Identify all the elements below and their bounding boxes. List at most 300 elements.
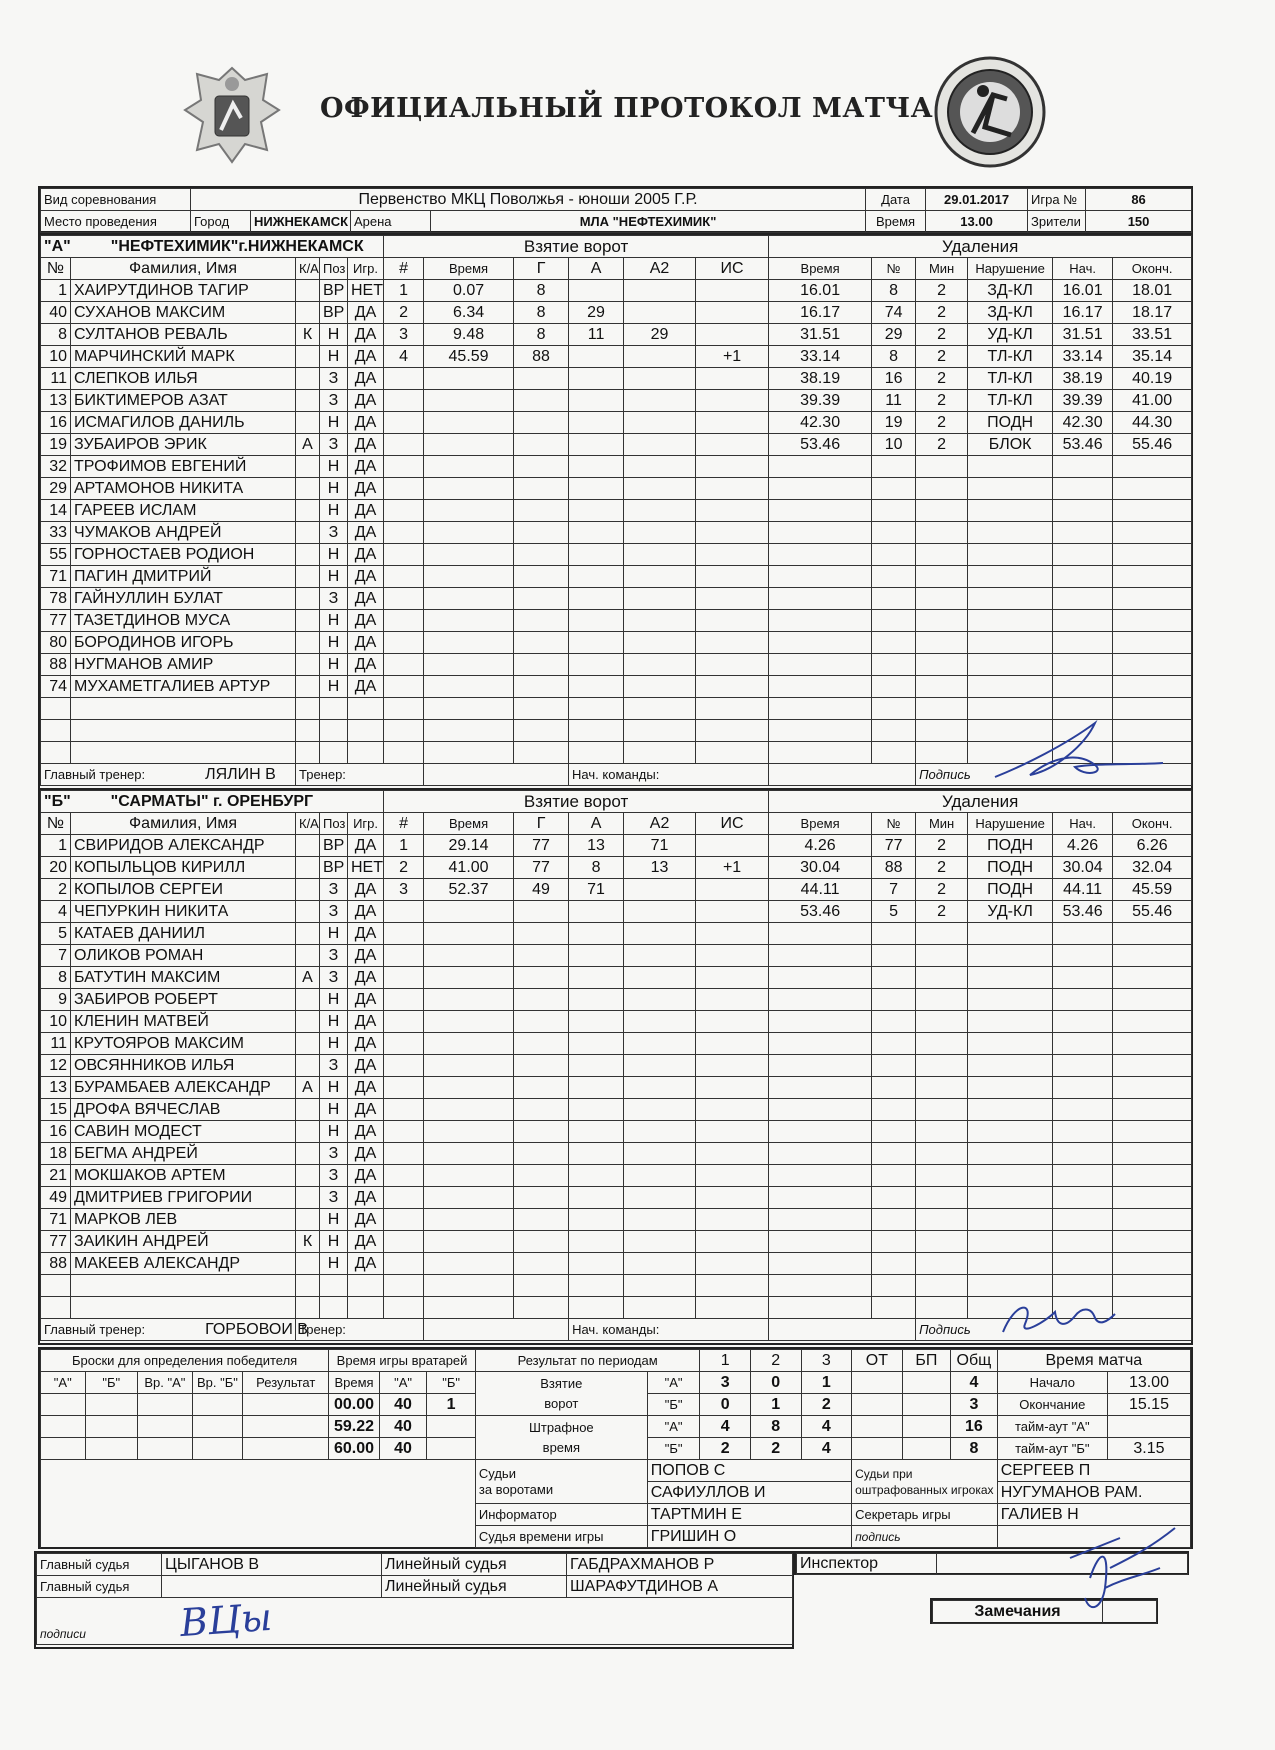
penalty-end (1113, 1297, 1192, 1319)
player-position: Н (320, 1011, 348, 1033)
player-played: ДА (348, 945, 384, 967)
player-name (71, 280, 296, 302)
goal-time (424, 967, 514, 989)
penalty-minutes (916, 632, 968, 654)
penalty-end (1113, 945, 1192, 967)
goal-assist2 (624, 412, 696, 434)
goalie-row-1-time: 00.00 (329, 1394, 380, 1416)
goal-time (424, 1099, 514, 1121)
competition-value: Первенство МКЦ Поволжья - юноши 2005 Г.Р. (191, 189, 866, 211)
player-name (71, 478, 296, 500)
player-played: ДА (348, 1165, 384, 1187)
team-chief-label: Нач. команды: (569, 1319, 769, 1341)
player-row (41, 566, 1192, 588)
player-row (41, 676, 1192, 698)
penalty-violation: ТЛ-КЛ (968, 346, 1053, 368)
player-position: З (320, 1165, 348, 1187)
player-row (41, 1033, 1192, 1055)
goal-scorer (514, 967, 569, 989)
penalty-time (769, 1231, 872, 1253)
penalty-start: 53.46 (1053, 434, 1113, 456)
goal-assist (569, 1165, 624, 1187)
player-position (320, 720, 348, 742)
shootout-time-a-header: Вр. "А" (138, 1372, 193, 1394)
col-ka: К/А (296, 258, 320, 280)
penalty-end (1113, 632, 1192, 654)
penalty-player (872, 1275, 916, 1297)
team-b-coach-signature (995, 1292, 1120, 1340)
col-pos: Поз (320, 258, 348, 280)
pen-team-b-label: "Б" (647, 1438, 700, 1460)
penalty-player (872, 632, 916, 654)
penalty-minutes: 2 (916, 901, 968, 923)
player-name-text: ХАИРУТДИНОВ ТАГИР (74, 281, 249, 299)
penalty-minutes (916, 1187, 968, 1209)
goal-assist (569, 989, 624, 1011)
player-row (41, 302, 1192, 324)
player-number: 11 (41, 1033, 71, 1055)
penalty-minutes (916, 720, 968, 742)
penalty-end: 55.46 (1113, 434, 1192, 456)
penalty-start: 16.17 (1053, 302, 1113, 324)
player-position (320, 1275, 348, 1297)
player-name (71, 302, 296, 324)
goal-assist (569, 1231, 624, 1253)
penalty-end (1113, 522, 1192, 544)
goal-time (424, 1165, 514, 1187)
goal-assist (569, 1077, 624, 1099)
goal-situation (696, 434, 769, 456)
goal-time (424, 544, 514, 566)
player-number (41, 720, 71, 742)
goal-assist (569, 1033, 624, 1055)
goal-situation (696, 324, 769, 346)
penalty-minutes (916, 588, 968, 610)
penalty-time (769, 654, 872, 676)
penalty-player (872, 1187, 916, 1209)
start-label: Начало (997, 1372, 1107, 1394)
penalty-player (872, 588, 916, 610)
col-goal-assist2: А2 (624, 258, 696, 280)
player-name-text: МАРЧИНСКИЙ МАРК (74, 347, 235, 365)
penalty-time (769, 923, 872, 945)
player-row (41, 632, 1192, 654)
summary-block (38, 1347, 1193, 1549)
penalty-violation (968, 1231, 1053, 1253)
player-position: З (320, 1143, 348, 1165)
player-played: ДА (348, 544, 384, 566)
penalty-minutes (916, 654, 968, 676)
player-name (71, 698, 296, 720)
player-position: Н (320, 1099, 348, 1121)
goal-assist: 8 (569, 857, 624, 879)
goal-judge-2: САФИУЛЛОВ И (647, 1482, 851, 1504)
player-captain-mark (296, 280, 320, 302)
shootout-header: БП (902, 1350, 951, 1372)
player-played: ДА (348, 967, 384, 989)
goal-number (384, 989, 424, 1011)
goal-situation (696, 1209, 769, 1231)
player-position: Н (320, 500, 348, 522)
team-letter: "А" (44, 237, 71, 255)
goal-assist2 (624, 1077, 696, 1099)
penalty-end: 40.19 (1113, 368, 1192, 390)
goal-scorer: 8 (514, 302, 569, 324)
penalty-violation: ТЛ-КЛ (968, 368, 1053, 390)
penalty-minutes (916, 698, 968, 720)
goal-situation (696, 1121, 769, 1143)
penalty-time (769, 566, 872, 588)
col-play: Игр. (348, 258, 384, 280)
head-coach-name: ЛЯЛИН В (205, 765, 276, 783)
player-position: Н (320, 1033, 348, 1055)
goal-time (424, 522, 514, 544)
penalty-minutes (916, 522, 968, 544)
goalie-row-3-a: 40 (379, 1438, 427, 1460)
penalty-end (1113, 1077, 1192, 1099)
col-pen-end: Оконч. (1113, 813, 1192, 835)
main-referee-2 (162, 1576, 382, 1598)
goal-assist2 (624, 901, 696, 923)
goal-number: 4 (384, 346, 424, 368)
player-row (41, 989, 1192, 1011)
goal-scorer (514, 1099, 569, 1121)
col-goal-situation: ИС (696, 813, 769, 835)
penalty-start (1053, 676, 1113, 698)
goal-number (384, 456, 424, 478)
penalty-player (872, 610, 916, 632)
penalty-time (769, 676, 872, 698)
penalty-time (769, 1011, 872, 1033)
player-position: З (320, 967, 348, 989)
player-name-text: ЗАБИРОВ РОБЕРТ (74, 990, 218, 1008)
player-name (71, 588, 296, 610)
goal-situation (696, 1077, 769, 1099)
player-captain-mark (296, 368, 320, 390)
goal-assist (569, 280, 624, 302)
goals-b-ot (852, 1394, 903, 1416)
penalty-time (769, 632, 872, 654)
player-number: 16 (41, 1121, 71, 1143)
goal-time (424, 1077, 514, 1099)
summary-table (40, 1349, 1191, 1548)
player-played: ДА (348, 1253, 384, 1275)
goal-time (424, 923, 514, 945)
goal-number (384, 1187, 424, 1209)
player-played: ДА (348, 1209, 384, 1231)
pen-b-p3: 4 (801, 1438, 852, 1460)
goalie-time-header: Время (329, 1372, 380, 1394)
player-name-text: КОПЫЛЬЦОВ КИРИЛЛ (74, 858, 246, 876)
penalty-end (1113, 544, 1192, 566)
goal-scorer (514, 390, 569, 412)
goals-a-ot (852, 1372, 903, 1394)
penalty-minutes (916, 945, 968, 967)
goal-number (384, 566, 424, 588)
goals-b-p3: 2 (801, 1394, 852, 1416)
goal-assist (569, 390, 624, 412)
goal-number: 1 (384, 835, 424, 857)
goal-time (424, 566, 514, 588)
player-row (41, 456, 1192, 478)
player-name (71, 720, 296, 742)
match-info-table (40, 188, 1192, 233)
player-captain-mark (296, 1099, 320, 1121)
goals-section-title: Взятие ворот (384, 236, 769, 258)
team-header-row (41, 791, 1192, 813)
player-number: 15 (41, 1099, 71, 1121)
col-goal-scorer: Г (514, 813, 569, 835)
col-no: № (41, 258, 71, 280)
player-name (71, 632, 296, 654)
player-row (41, 500, 1192, 522)
goal-scorer (514, 412, 569, 434)
penalty-player (872, 989, 916, 1011)
penalty-end (1113, 654, 1192, 676)
goal-assist2 (624, 544, 696, 566)
player-row (41, 1165, 1192, 1187)
player-captain-mark (296, 857, 320, 879)
penalty-start (1053, 989, 1113, 1011)
goal-time: 9.48 (424, 324, 514, 346)
player-position: Н (320, 923, 348, 945)
player-played: ДА (348, 500, 384, 522)
penalty-end (1113, 1165, 1192, 1187)
penalty-violation (968, 989, 1053, 1011)
penalty-start (1053, 566, 1113, 588)
goal-situation (696, 967, 769, 989)
col-goal-num: # (384, 813, 424, 835)
player-row (41, 280, 1192, 302)
penalty-start: 4.26 (1053, 835, 1113, 857)
secretary-value: ГАЛИЕВ Н (997, 1504, 1190, 1526)
goal-situation (696, 1187, 769, 1209)
penalty-start (1053, 500, 1113, 522)
penalty-minutes (916, 1077, 968, 1099)
goal-assist (569, 412, 624, 434)
goal-assist: 71 (569, 879, 624, 901)
player-name-text: МОКШАКОВ АРТЕМ (74, 1166, 226, 1184)
goal-situation (696, 280, 769, 302)
penalty-player (872, 1165, 916, 1187)
player-name (71, 654, 296, 676)
goal-scorer (514, 368, 569, 390)
goal-situation (696, 390, 769, 412)
player-name (71, 1055, 296, 1077)
player-captain-mark (296, 1033, 320, 1055)
goal-number: 3 (384, 879, 424, 901)
penalty-end (1113, 478, 1192, 500)
penalty-start (1053, 1077, 1113, 1099)
penalty-time (769, 1209, 872, 1231)
col-goal-assist: А (569, 258, 624, 280)
player-played: ДА (348, 588, 384, 610)
penalty-violation: ЗД-КЛ (968, 302, 1053, 324)
goalie-row-3-time: 60.00 (329, 1438, 380, 1460)
penalty-time (769, 1121, 872, 1143)
goal-assist2 (624, 302, 696, 324)
player-name (71, 945, 296, 967)
player-captain-mark (296, 1165, 320, 1187)
goal-assist (569, 923, 624, 945)
penalty-start: 31.51 (1053, 324, 1113, 346)
goal-assist (569, 1275, 624, 1297)
penalty-minutes (916, 1165, 968, 1187)
player-name-text: ДРОФА ВЯЧЕСЛАВ (74, 1100, 221, 1118)
goal-time (424, 676, 514, 698)
main-referee-label-2: Главный судья (37, 1576, 162, 1598)
col-pen-no: № (872, 813, 916, 835)
goal-situation (696, 1231, 769, 1253)
goal-situation (696, 1055, 769, 1077)
player-captain-mark (296, 588, 320, 610)
goal-assist (569, 945, 624, 967)
goal-scorer (514, 1253, 569, 1275)
goal-assist2: 29 (624, 324, 696, 346)
goal-situation (696, 500, 769, 522)
goal-assist2 (624, 456, 696, 478)
goalie-b-header: "Б" (427, 1372, 476, 1394)
game-no-value: 86 (1086, 189, 1192, 211)
penalty-violation (968, 478, 1053, 500)
penalty-player (872, 500, 916, 522)
player-name-text: ГАЙНУЛЛИН БУЛАТ (74, 589, 223, 607)
player-name (71, 857, 296, 879)
player-name (71, 544, 296, 566)
penalty-end (1113, 1033, 1192, 1055)
player-number (41, 1275, 71, 1297)
main-referee-1: ЦЫГАНОВ В (162, 1554, 382, 1576)
penalty-violation (968, 1165, 1053, 1187)
player-name (71, 1231, 296, 1253)
penalty-end: 18.17 (1113, 302, 1192, 324)
penalty-start (1053, 1099, 1113, 1121)
penalty-minutes: 2 (916, 390, 968, 412)
player-name (71, 1011, 296, 1033)
player-position: Н (320, 456, 348, 478)
goal-assist2 (624, 500, 696, 522)
penalty-player (872, 1297, 916, 1319)
player-captain-mark (296, 1055, 320, 1077)
player-row (41, 1231, 1192, 1253)
goals-team-a-label: "А" (647, 1372, 700, 1394)
player-played: ДА (348, 1143, 384, 1165)
player-number: 8 (41, 324, 71, 346)
player-played (348, 1297, 384, 1319)
goalie-row-2-a: 40 (379, 1416, 427, 1438)
pen-a-p3: 4 (801, 1416, 852, 1438)
player-name (71, 742, 296, 764)
player-played: ДА (348, 1077, 384, 1099)
penalty-violation (968, 1077, 1053, 1099)
goal-scorer (514, 610, 569, 632)
goal-assist2 (624, 1033, 696, 1055)
goal-scorer (514, 1165, 569, 1187)
player-number: 77 (41, 610, 71, 632)
penalty-time: 53.46 (769, 901, 872, 923)
timeout-b-value: 3.15 (1107, 1438, 1190, 1460)
col-pen-time: Время (769, 258, 872, 280)
team-chief-value (769, 764, 916, 786)
goal-number (384, 632, 424, 654)
team-name (41, 236, 384, 258)
linesman-2: ШАРАФУТДИНОВ А (567, 1576, 793, 1598)
goal-assist2 (624, 1055, 696, 1077)
penalty-start (1053, 632, 1113, 654)
penalty-time (769, 610, 872, 632)
player-played: ДА (348, 901, 384, 923)
goal-assist2 (624, 522, 696, 544)
penalty-violation (968, 632, 1053, 654)
goal-number: 3 (384, 324, 424, 346)
goal-time: 45.59 (424, 346, 514, 368)
player-number: 18 (41, 1143, 71, 1165)
penalty-end: 6.26 (1113, 835, 1192, 857)
player-captain-mark (296, 654, 320, 676)
goals-b-p2: 1 (750, 1394, 801, 1416)
player-captain-mark: К (296, 1231, 320, 1253)
player-number: 20 (41, 857, 71, 879)
penalty-minutes (916, 1033, 968, 1055)
player-played: ДА (348, 1187, 384, 1209)
player-position: Н (320, 346, 348, 368)
goal-time (424, 500, 514, 522)
player-number: 16 (41, 412, 71, 434)
player-captain-mark (296, 1121, 320, 1143)
penalty-start (1053, 1209, 1113, 1231)
penalty-minutes: 2 (916, 434, 968, 456)
player-row (41, 945, 1192, 967)
player-position: Н (320, 1231, 348, 1253)
team-title: "САРМАТЫ" г. ОРЕНБУРГ (110, 792, 314, 810)
player-played: ДА (348, 346, 384, 368)
sign-label: Подпись (916, 1319, 1192, 1341)
player-played: ДА (348, 368, 384, 390)
player-row (41, 1209, 1192, 1231)
col-pen-violation: Нарушение (968, 258, 1053, 280)
player-number (41, 1297, 71, 1319)
game-no-label: Игра № (1028, 189, 1086, 211)
goal-scorer (514, 1187, 569, 1209)
player-captain-mark (296, 456, 320, 478)
goal-scorer (514, 1033, 569, 1055)
goal-assist (569, 1143, 624, 1165)
goal-scorer (514, 1143, 569, 1165)
col-goal-assist: А (569, 813, 624, 835)
goals-a-p3: 1 (801, 1372, 852, 1394)
goal-scorer (514, 632, 569, 654)
competition-label: Вид соревнования (41, 189, 191, 211)
start-value: 13.00 (1107, 1372, 1190, 1394)
goal-assist2 (624, 967, 696, 989)
player-position: З (320, 901, 348, 923)
penalties-section-title: Удаления (769, 236, 1192, 258)
penalty-player (872, 654, 916, 676)
goal-assist: 29 (569, 302, 624, 324)
player-name (71, 1275, 296, 1297)
col-goal-time: Время (424, 813, 514, 835)
goal-assist2 (624, 1121, 696, 1143)
player-name (71, 1121, 296, 1143)
penalty-player (872, 923, 916, 945)
goal-situation (696, 901, 769, 923)
goal-assist2 (624, 945, 696, 967)
player-position: Н (320, 478, 348, 500)
player-position: Н (320, 1209, 348, 1231)
player-position: З (320, 945, 348, 967)
spectators-label: Зрители (1028, 211, 1086, 233)
penalty-player (872, 1143, 916, 1165)
